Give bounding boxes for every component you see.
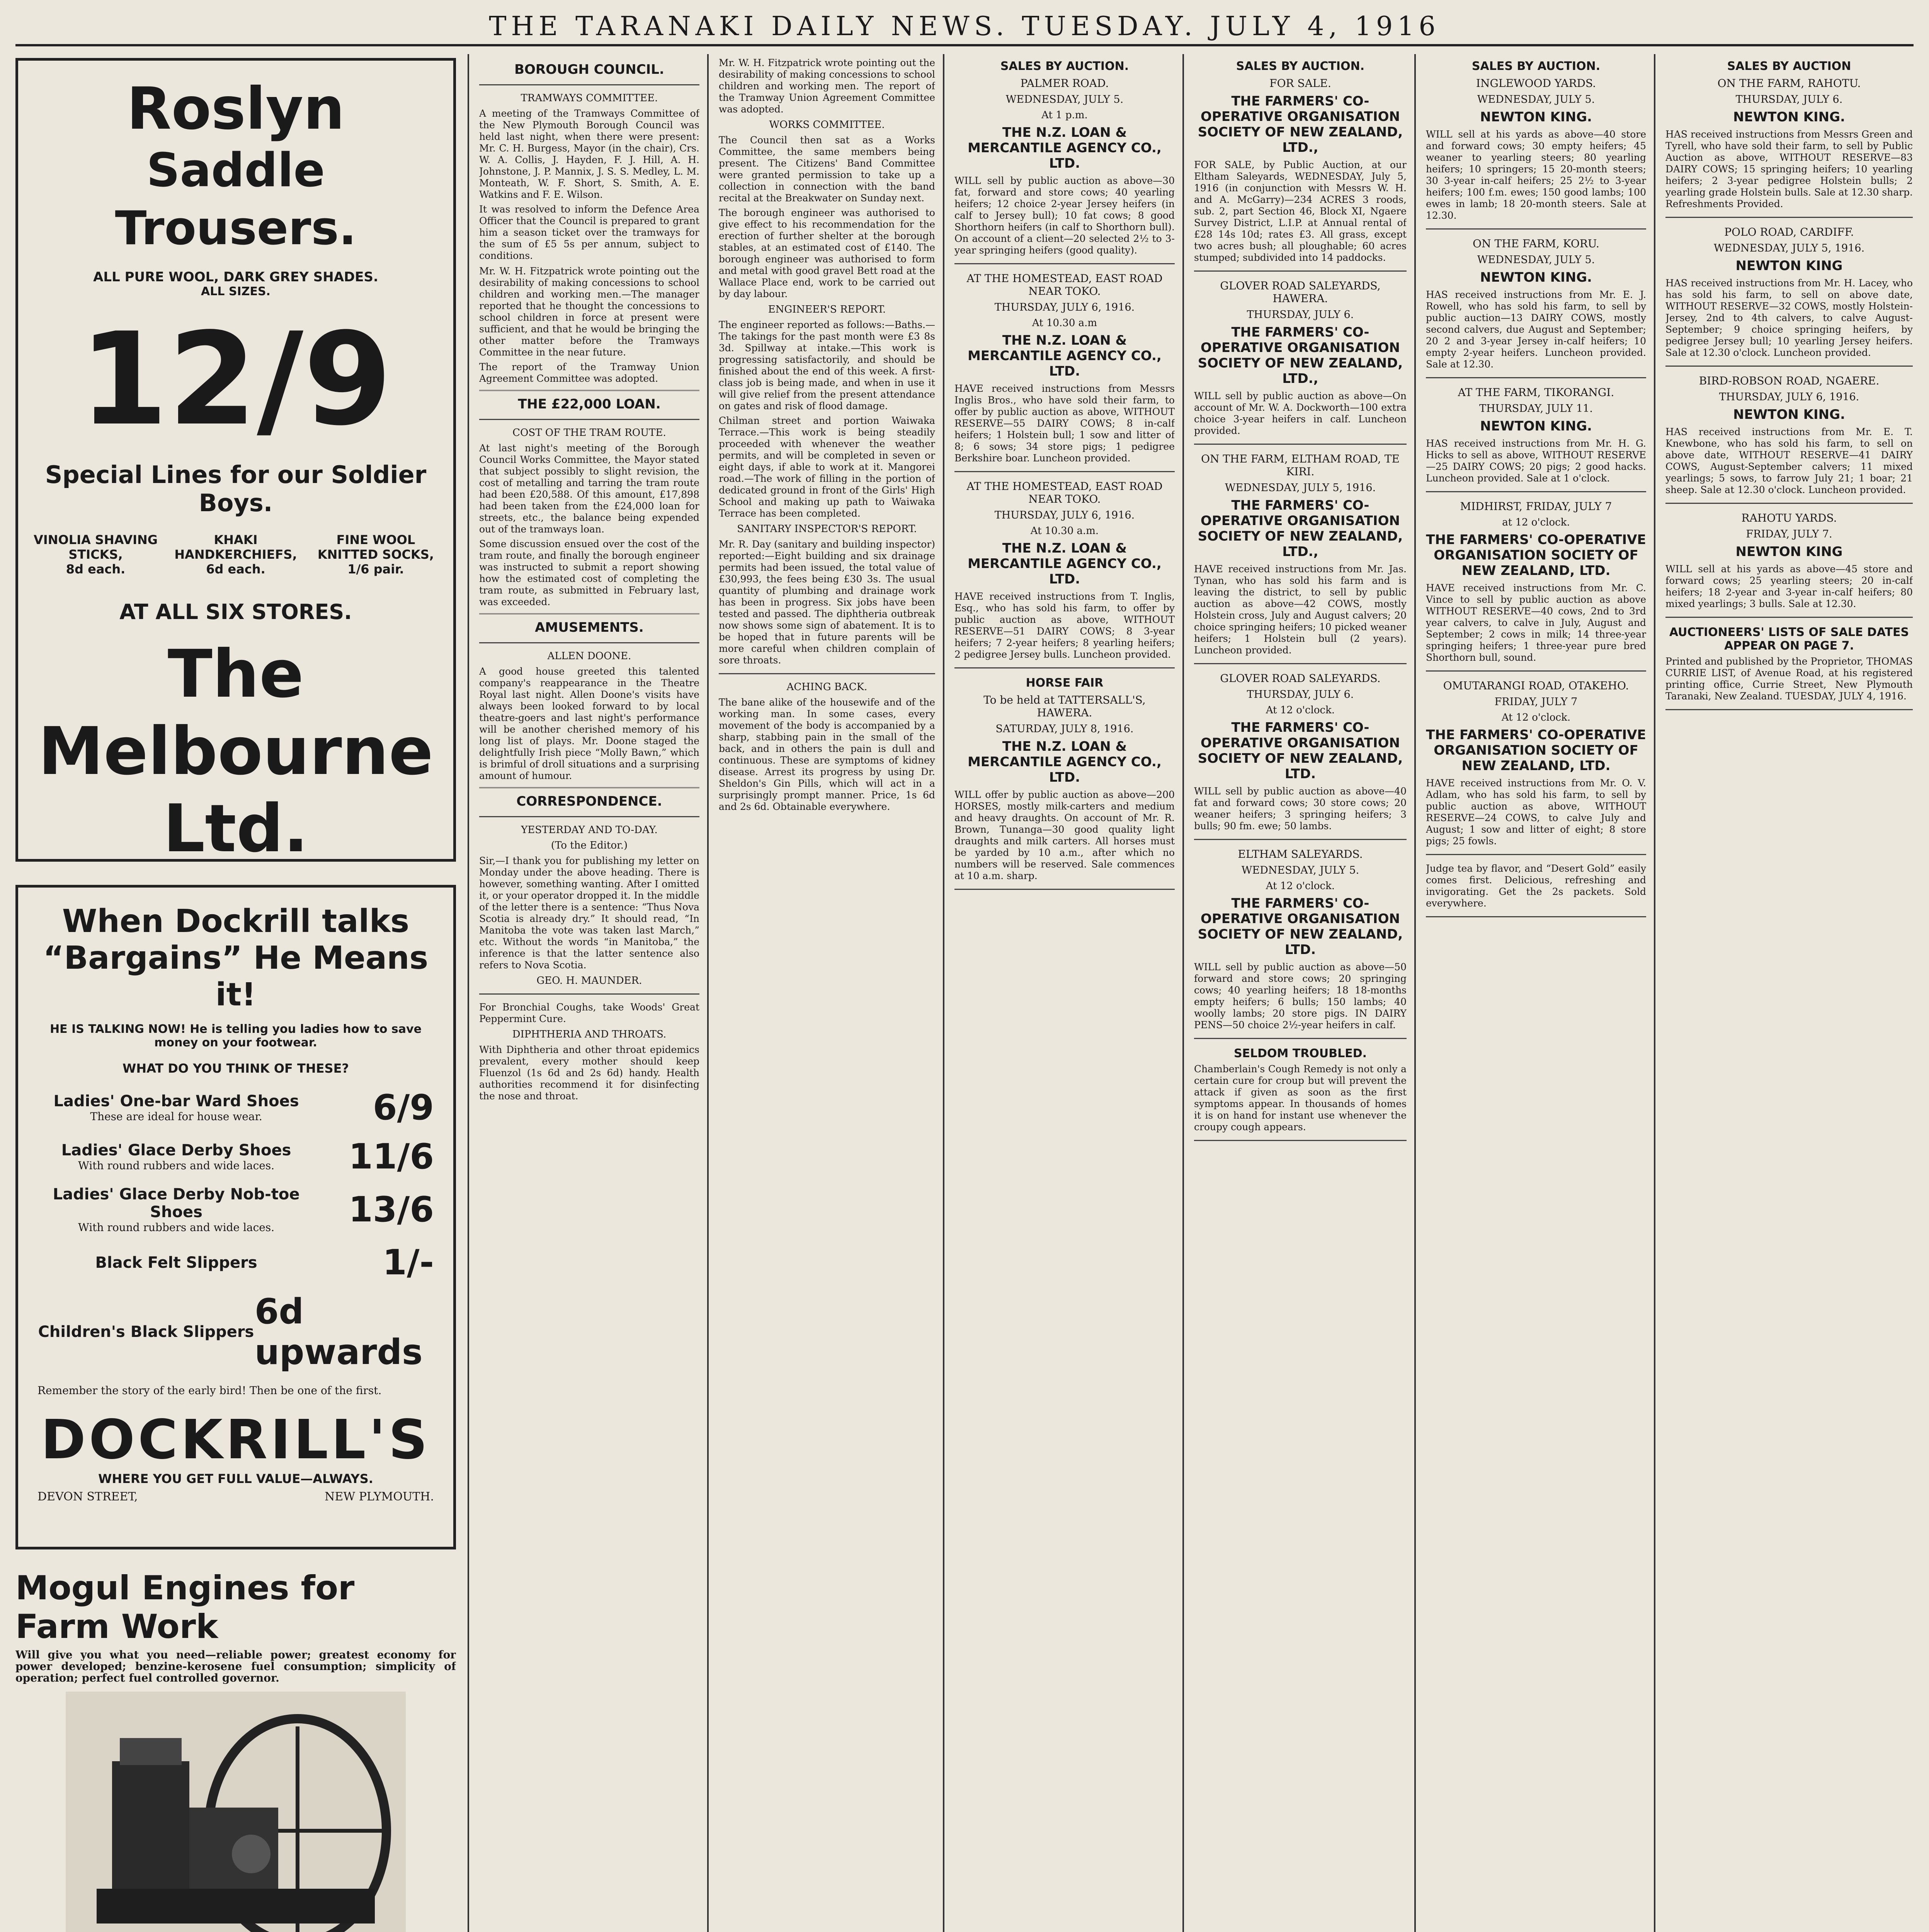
roslyn-item-price: 8d each. — [66, 562, 126, 577]
roslyn-item-price: 6d each. — [206, 562, 265, 577]
auction-notice — [1426, 863, 1646, 917]
dockrill-item-name: Children's Black Slippers — [38, 1323, 254, 1341]
auction-body: HAS received instructions from Messrs Green and Tyrell, who have sold their farm, to sell by Public Auction as above, WITHOUT RESERVE—83 DAIRY COWS; 15 springing heifers; 10 yearling heifers; 2 3-year pedigree Holstein bulls; 2 yearling grade Holstein bulls. Sale at 12.30 sharp. Refreshments Provided. — [1665, 129, 1913, 209]
auction-agent: THE FARMERS' CO-OPERATIVE ORGANISATION SOCIETY OF NEW ZEALAND, LTD. — [1426, 727, 1646, 774]
council-paragraph: Mr. W. H. Fitzpatrick wrote pointing out the desirability of making concessions to school children and working men.—The manager reported that he thought the concessions to school children in force at present were sufficient, and that he would be bringing the other matter before the Tramways Committee in the near future. — [479, 265, 699, 358]
council-paragraph: The report of the Tramway Union Agreement Committee was adopted. — [479, 361, 699, 384]
dockrill-advertisement — [15, 885, 456, 1549]
auction-notice — [1665, 226, 1913, 367]
auction-notice — [1426, 237, 1646, 378]
auction-date: THURSDAY, JULY 6. — [1247, 309, 1354, 321]
auction-agent: NEWTON KING — [1735, 544, 1843, 560]
auction-notice — [1194, 279, 1407, 445]
auction-column — [1194, 54, 1407, 1932]
auction-date: FRIDAY, JULY 7 — [1494, 696, 1578, 708]
diphtheria-heading: DIPHTHERIA AND THROATS. — [512, 1029, 667, 1040]
auction-body: WILL sell at his yards as above—45 store and forward cows; 25 yearling steers; 20 in-calf heifers; 18 2-year and 3-year in-calf heifers; 80 mixed yearlings; 3 bulls. Sale at 12.30. — [1665, 563, 1913, 609]
auction-date: WEDNESDAY, JULY 5, 1916. — [1713, 242, 1865, 254]
auction-body: WILL sell by public auction as above—30 fat, forward and store cows; 40 yearling heifers; 12 choice 2-year Jersey heifers (in calf to Jersey bull); 10 fat cows; 8 good Shorthorn heifers (in calf to Shorthorn bull). On account of a client—20 selected 2½ to 3-year springing heifers (good quality). — [954, 175, 1175, 256]
auction-body: HAVE received instructions from Mr. O. V. Adlam, who has sold his farm, to sell by public auction as above, WITHOUT RESERVE—24 COWS, to calve July and August; 1 sow and litter of eight; 8 store pigs; 25 fowls. — [1426, 777, 1646, 847]
council-paragraph: Mr. R. Day (sanitary and building inspector) reported:—Eight building and six drainage permits had been issued, the total value of £30,993, the fees being £30 3s. The usual quantity of plumbing and drainage work has been in progress. Six jobs have been tested and passed. The diphtheria outbreak now shows some sign of abatement. It is to be hoped that in future parents will be more careful when children complain of sore throats. — [719, 539, 935, 666]
council-paragraph: The Council then sat as a Works Committee, the same members being present. The Citizens' Band Committee were granted permission to take up a collection in connection with the band recital at the Breakwater on Sunday next. — [719, 134, 935, 204]
auction-body: Printed and published by the Proprietor, THOMAS CURRIE LIST, of Avenue Road, at his registered printing office, Currie Street, New Plymouth Taranaki, New Zealand. TUESDAY, JULY 4, 1916. — [1665, 656, 1913, 702]
auction-location: ON THE FARM, ELTHAM ROAD, TE KIRI. — [1201, 452, 1400, 478]
news-column — [719, 54, 935, 1932]
auction-agent: THE FARMERS' CO-OPERATIVE ORGANISATION SOCIETY OF NEW ZEALAND, LTD. — [1426, 532, 1646, 578]
roslyn-product: Saddle Trousers. — [115, 144, 357, 255]
auction-agent: THE N.Z. LOAN & MERCANTILE AGENCY CO., LTD. — [968, 125, 1162, 171]
auction-body: HAVE received instructions from T. Inglis, Esq., who has sold his farm, to offer by public auction as above, WITHOUT RESERVE—51 DAIRY COWS; 8 3-year heifers; 7 2-year heifers; 8 yearling heifers; 2 pedigree Jersey bulls. Luncheon provided. — [954, 591, 1175, 660]
roslyn-item-name: FINE WOOL KNITTED SOCKS, — [317, 532, 434, 562]
correspondence-subheading: YESTERDAY AND TO-DAY. — [521, 824, 658, 836]
auction-body: HAS received instructions from Mr. E. T. Knewbone, who has sold his farm, to sell on above date, WITHOUT RESERVE—41 DAIRY COWS, August-September calvers; 11 mixed yearlings; 5 sows, to farrow July 21; 1 boar; 21 sheep. Sale at 12.30 o'clock. Luncheon provided. — [1665, 426, 1913, 495]
auction-agent: THE N.Z. LOAN & MERCANTILE AGENCY CO., LTD. — [968, 541, 1162, 587]
auction-date: WEDNESDAY, JULY 5. — [1477, 94, 1595, 105]
roslyn-advertisement — [15, 58, 456, 862]
auction-date: WEDNESDAY, JULY 5. — [1241, 864, 1359, 876]
auction-location: OMUTARANGI ROAD, OTAKEHO. — [1443, 679, 1629, 692]
mogul-body: Will give you what you need—reliable power; greatest economy for power developed; benzine-kerosene fuel consumption; simplicity of operation; perfect fuel controlled governor. — [15, 1648, 456, 1684]
loan-paragraph: Some discussion ensued over the cost of the tram route, and finally the borough engineer was instructed to submit a report showing how the estimated cost of completing the tram route, as submitted in February last, was exceeded. — [479, 538, 699, 607]
dockrill-item-name: Black Felt Slippers — [95, 1253, 257, 1272]
auction-time: At 12 o'clock. — [1501, 712, 1571, 723]
correspondence-signature: GEO. H. MAUNDER. — [536, 975, 642, 986]
amusements-subheading: ALLEN DOONE. — [547, 650, 631, 662]
auction-location: GLOVER ROAD SALEYARDS, HAWERA. — [1220, 279, 1381, 305]
auction-notice — [1426, 679, 1646, 855]
dockrill-town: NEW PLYMOUTH. — [325, 1490, 434, 1503]
column-rule — [943, 54, 944, 1932]
loan-heading: THE £22,000 LOAN. — [518, 396, 661, 412]
dockrill-item-name: Ladies' One-bar Ward Shoes — [53, 1092, 299, 1110]
mogul-advertisement — [15, 1569, 456, 1932]
auction-heading: SALES BY AUCTION. — [1000, 60, 1129, 73]
roslyn-sizes: ALL SIZES. — [201, 285, 270, 298]
council-paragraph: Chilman street and portion Waiwaka Terrace.—This work is being steadily proceeded with whenever the weather permits, and will be completed in seven or eight days, if able to work at it. Mangorei road.—The work of filling in the portion of dedicated ground in front of the Girls' High School and making up path to Waiwaka Terrace has been completed. — [719, 415, 935, 519]
dockrill-item-price: 11/6 — [349, 1136, 434, 1177]
dockrill-item — [37, 1242, 434, 1283]
auction-location: To be held at TATTERSALL'S, HAWERA. — [983, 694, 1146, 719]
dockrill-item-name: Ladies' Glace Derby Nob-toe Shoes — [53, 1185, 300, 1221]
roslyn-stores: AT ALL SIX STORES. — [119, 600, 352, 624]
dockrill-item-price: 1/- — [383, 1242, 434, 1283]
auction-body: HAS received instructions from Mr. H. G. Hicks to sell as above, WITHOUT RESERVE—25 DAIRY COWS; 20 pigs; 2 good hacks. Luncheon provided. Sale at 1 o'clock. — [1426, 438, 1646, 484]
auction-body: HAVE received instructions from Mr. Jas. Tynan, who has sold his farm and is leaving the district, to sell by public auction as above—42 COWS, mostly Holstein cross, July and August calvers; 20 choice springing heifers; 10 picked weaner heifers; 1 Holstein bull (2 years). Luncheon provided. — [1194, 563, 1407, 656]
auction-heading: SELDOM TROUBLED. — [1233, 1047, 1367, 1060]
dockrill-item — [37, 1087, 434, 1128]
amusements-paragraph: A good house greeted this talented company's reappearance in the Theatre Royal last night. Allen Doone's visits have always been looked forward to by local theatre-goers and last night's performance will be another cherished memory of his long list of plays. Mr. Doone staged the delightfully Irish piece “Molly Bawn,” which is brimful of droll situations and a surprising amount of humour. — [479, 666, 699, 781]
dockrill-headline: “Bargains” He Means it! — [43, 940, 429, 1013]
auction-notice — [1665, 60, 1913, 218]
auction-date: THURSDAY, JULY 6, 1916. — [994, 301, 1135, 313]
correspondence-paragraph: Sir,—I thank you for publishing my letter on Monday under the above heading. There is however, something wanting. After I omitted it, or your operator dropped it. In the middle of the letter there is a sentence: “Thus Nova Scotia is already dry.” It should read, “In Manitoba the vote was taken last March,” etc. Without the words “in Manitoba,” the inference is that the latter sentence also refers to Nova Scotia. — [479, 855, 699, 971]
column-rule — [1654, 54, 1655, 1932]
auction-agent: NEWTON KING. — [1480, 270, 1592, 285]
council-paragraph: The borough engineer was authorised to give effect to his recommendation for the erection of further shelter at the borough stables, at an estimated cost of £140. The borough engineer was authorised to form and metal with good gravel Bett road at the Wallace Place end, work to be carried out by day labour. — [719, 207, 935, 299]
auction-agent: THE FARMERS' CO-OPERATIVE ORGANISATION SOCIETY OF NEW ZEALAND, LTD. — [1198, 896, 1403, 957]
auction-body: WILL sell by public auction as above—40 fat and forward cows; 30 store cows; 20 weaner heifers; 3 springing heifers; 3 bulls; 90 fm. ewe; 50 lambs. — [1194, 786, 1407, 832]
auction-notice — [1426, 500, 1646, 672]
auction-column — [1665, 54, 1913, 1932]
auction-time: at 12 o'clock. — [1502, 517, 1570, 528]
auction-location: ON THE FARM, KORU. — [1473, 237, 1599, 250]
dockrill-name: DOCKRILL'S — [41, 1408, 431, 1471]
dockrill-item-note: With round rubbers and wide laces. — [78, 1221, 275, 1234]
column-rule — [468, 54, 469, 1932]
auction-location: MIDHIRST, FRIDAY, JULY 7 — [1460, 500, 1612, 513]
council-subheading: TRAMWAYS COMMITTEE. — [521, 92, 658, 104]
auction-notice — [1194, 1047, 1407, 1141]
auction-column — [1426, 54, 1646, 1932]
auction-heading: SALES BY AUCTION. — [1236, 60, 1365, 73]
dockrill-street: DEVON STREET, — [37, 1490, 138, 1503]
auction-date: THURSDAY, JULY 11. — [1479, 403, 1593, 415]
dockrill-item — [37, 1291, 434, 1372]
auction-notice — [1194, 60, 1407, 272]
auction-agent: NEWTON KING. — [1733, 109, 1845, 125]
auction-body: Judge tea by flavor, and “Desert Gold” easily comes first. Delicious, refreshing and invigorating. Get the 2s packets. Sold everywhere. — [1426, 863, 1646, 909]
masthead-text: THE TARANAKI DAILY NEWS. TUESDAY. JULY 4, 1916 — [489, 11, 1440, 42]
auction-heading: HORSE FAIR — [1026, 676, 1104, 690]
auction-heading: AUCTIONEERS' LISTS OF SALE DATES APPEAR ON PAGE 7. — [1669, 626, 1909, 653]
dockrill-item-price: 6d upwards — [254, 1291, 423, 1372]
auction-notice — [1665, 512, 1913, 618]
auction-notice — [1194, 672, 1407, 840]
auction-body: HAS received instructions from Mr. E. J. Rowell, who has sold his farm, to sell by public auction—13 DAIRY COWS, mostly second calvers, due August and September; 20 2 and 3-year Jersey in-calf heifers; 10 empty 2-year heifers. Luncheon provided. Sale at 12.30. — [1426, 289, 1646, 370]
auction-date: THURSDAY, JULY 6. — [1735, 94, 1843, 105]
dockrill-item-price: 13/6 — [349, 1189, 434, 1230]
auction-agent: NEWTON KING. — [1480, 109, 1592, 125]
auction-agent: THE N.Z. LOAN & MERCANTILE AGENCY CO., LTD. — [968, 333, 1162, 379]
amusements-heading: AMUSEMENTS. — [535, 620, 644, 635]
correspondence-to: (To the Editor.) — [551, 840, 628, 851]
roslyn-price: 12/9 — [79, 305, 392, 454]
council-paragraph: The engineer reported as follows:—Baths.—The takings for the past month were £3 8s 3d. Spillway at intake.—This work is progressing satisfactorily, and should be finished about the end of this week. A first-class job is being made, and when in use it will give relief from the present attendance on gates and risk of flood damage. — [719, 319, 935, 412]
auction-notice — [1426, 60, 1646, 230]
dockrill-item-name: Ladies' Glace Derby Shoes — [61, 1141, 291, 1159]
auction-notice — [1426, 386, 1646, 492]
auction-agent: THE FARMERS' CO-OPERATIVE ORGANISATION SOCIETY OF NEW ZEALAND, LTD. — [1198, 720, 1403, 782]
auction-body: WILL sell at his yards as above—40 store and forward cows; 30 empty heifers; 45 weaner to yearling steers; 80 yearling heifers; 10 springers; 15 20-month steers; 30 3-year in-calf heifers; 25 2½ to 3-year heifers; 100 f.m. ewes; 150 good lambs; 100 ewes in lamb; 18 20-month steers. Sale at 12.30. — [1426, 129, 1646, 221]
auction-body: HAVE received instructions from Mr. C. Vince to sell by public auction as above WITHOUT RESERVE—40 cows, 2nd to 3rd year calvers, to calve in July, August and September; 2 cows in milk; 14 three-year springing heifers; 1 three-year pure bred Shorthorn bull, sound. — [1426, 582, 1646, 663]
auction-body: WILL sell by public auction as above—50 forward and store cows; 20 springing cows; 40 yearling heifers; 18 18-months empty heifers; 6 bulls; 150 lambs; 40 woolly lambs; 20 store pigs. IN DAIRY PENS—50 choice 2½-year heifers in calf. — [1194, 961, 1407, 1031]
dockrill-item-price: 6/9 — [373, 1087, 434, 1128]
auction-notice — [954, 272, 1175, 472]
dockrill-item-note: These are ideal for house wear. — [90, 1110, 262, 1123]
auction-body: FOR SALE, by Public Auction, at our Eltham Saleyards, WEDNESDAY, July 5, 1916 (in conjunction with Messrs W. H. and A. McGarry)—234 ACRES 3 roods, sub. 2, part Section 46, Block XI, Ngaere Survey District, L.I.P. at Annual rental of £28 14s 10d; rates £3. All grass, except two acres bush; all ploughable; 60 acres stumped; subdivided into 14 paddocks. — [1194, 159, 1407, 263]
auction-date: THURSDAY, JULY 6, 1916. — [1719, 391, 1859, 403]
roslyn-special-lines: Special Lines for our Soldier Boys. — [45, 461, 427, 517]
aching-back-body: The bane alike of the housewife and of the working man. In some cases, every movement of the body is accompanied by a sharp, stabbing pain in the small of the back, and in others the pain is dull and continuous. These are symptoms of kidney disease. Arrest its progress by using Dr. Sheldon's Gin Pills, which will act in a surprisingly prompt manner. Price, 1s 6d and 2s 6d. Obtainable everywhere. — [719, 697, 935, 812]
auction-agent: NEWTON KING — [1735, 258, 1843, 274]
column-rule — [707, 54, 709, 1932]
auction-location: AT THE HOMESTEAD, EAST ROAD NEAR TOKO. — [966, 272, 1163, 298]
woods-notice: For Bronchial Coughs, take Woods' Great Peppermint Cure. — [479, 1002, 699, 1024]
auction-body: WILL offer by public auction as above—200 HORSES, mostly milk-carters and medium and heavy draughts. On account of Mr. R. Brown, Tunanga—30 good quality light draughts and milk carters. All horses must be yarded by 10 a.m., after which no numbers will be reserved. Sale commences at 10 a.m. sharp. — [954, 789, 1175, 881]
mogul-engine-illustration — [66, 1692, 406, 1932]
auction-time: At 1 p.m. — [1041, 109, 1088, 121]
engineers-report-heading: ENGINEER'S REPORT. — [768, 304, 886, 315]
auction-agent: NEWTON KING. — [1480, 418, 1592, 434]
auction-location: AT THE FARM, TIKORANGI. — [1458, 386, 1614, 399]
roslyn-item-name: VINOLIA SHAVING STICKS, — [34, 532, 158, 562]
auction-date: SATURDAY, JULY 8, 1916. — [995, 723, 1134, 735]
auction-agent: THE FARMERS' CO-OPERATIVE ORGANISATION SOCIETY OF NEW ZEALAND, LTD., — [1198, 325, 1403, 386]
auction-agent: NEWTON KING. — [1733, 407, 1845, 422]
auction-date: WEDNESDAY, JULY 5, 1916. — [1225, 482, 1376, 494]
correspondence-heading: CORRESPONDENCE. — [516, 794, 662, 809]
roslyn-company: The Melbourne Ltd. — [38, 636, 434, 862]
auction-notice — [954, 676, 1175, 890]
column-rule — [1414, 54, 1416, 1932]
auction-body: HAS received instructions from Mr. H. Lacey, who has sold his farm, to sell on above date, WITHOUT RESERVE—32 COWS, mostly Holstein-Jersey, 2nd to 4th calvers, to calve August-September; 9 choice springing heifers, by pedigree Jersey bull; 10 yearling Jersey heifers. Sale at 12.30 o'clock. Luncheon provided. — [1665, 277, 1913, 358]
auction-heading: SALES BY AUCTION — [1727, 60, 1851, 73]
diphtheria-body: With Diphtheria and other throat epidemics prevalent, every mother should keep Fluenzol (1s 6d and 2s 6d) handy. Health authorities recommend it for disinfecting the nose and throat. — [479, 1044, 699, 1102]
auction-location: FOR SALE. — [1269, 77, 1331, 90]
auction-time: At 12 o'clock. — [1266, 704, 1335, 716]
council-paragraph: A meeting of the Tramways Committee of the New Plymouth Borough Council was held last night, when there were present: Mr. C. H. Burgess, Mayor (in the chair), Crs. W. A. Collis, J. Hayden, F. J. Hill, A. H. Johnstone, J. P. Mannix, J. S. S. Medley, L. M. Monteath, W. F. Short, S. Smith, A. E. Watkins and F. E. Wilson. — [479, 108, 699, 200]
auction-body: HAVE received instructions from Messrs Inglis Bros., who have sold their farm, to offer by public auction as above, WITHOUT RESERVE—55 DAIRY COWS; 8 in-calf heifers; 1 Holstein bull; 1 sow and litter of 8; 6 sows; 34 store pigs; 1 pedigree Berkshire boar. Luncheon provided. — [954, 383, 1175, 464]
dockrill-item — [37, 1136, 434, 1177]
auction-location: PALMER ROAD. — [1020, 77, 1109, 90]
roslyn-item-price: 1/6 pair. — [347, 562, 404, 577]
council-heading: BOROUGH COUNCIL. — [514, 62, 664, 77]
auction-body: Chamberlain's Cough Remedy is not only a certain cure for croup but will prevent the attack if given as soon as the first symptoms appear. In thousands of homes it is on hand for instant use whenever the croupy cough appears. — [1194, 1063, 1407, 1133]
dockrill-item-note: With round rubbers and wide laces. — [78, 1159, 275, 1172]
auction-date: THURSDAY, JULY 6, 1916. — [994, 509, 1135, 521]
auction-body: WILL sell by public auction as above—On account of Mr. W. A. Dockworth—100 extra choice 3-year heifers in calf. Luncheon provided. — [1194, 390, 1407, 436]
mogul-headline: Mogul Engines for Farm Work — [15, 1569, 355, 1646]
auction-notice — [1194, 848, 1407, 1039]
auction-agent: THE FARMERS' CO-OPERATIVE ORGANISATION SOCIETY OF NEW ZEALAND, LTD., — [1198, 94, 1403, 155]
roslyn-brand: Roslyn — [127, 75, 345, 143]
auction-location: AT THE HOMESTEAD, EAST ROAD NEAR TOKO. — [966, 480, 1163, 505]
news-column — [479, 54, 699, 1932]
auction-agent: THE FARMERS' CO-OPERATIVE ORGANISATION SOCIETY OF NEW ZEALAND, LTD., — [1198, 498, 1403, 560]
dockrill-items — [37, 1087, 434, 1372]
auction-location: BIRD-ROBSON ROAD, NGAERE. — [1699, 374, 1880, 387]
aching-back-heading: ACHING BACK. — [786, 681, 868, 693]
auction-date: WEDNESDAY, JULY 5. — [1005, 94, 1124, 105]
roslyn-item-name: KHAKI HANDKERCHIEFS, — [174, 532, 297, 562]
sanitary-report-heading: SANITARY INSPECTOR'S REPORT. — [737, 523, 917, 535]
council-paragraph: Mr. W. H. Fitzpatrick wrote pointing out the desirability of making concessions to school children and working men. The report of the Tramway Union Agreement Committee was adopted. — [719, 57, 935, 115]
auction-location: ELTHAM SALEYARDS. — [1238, 848, 1363, 861]
auction-heading: SALES BY AUCTION. — [1471, 60, 1601, 73]
council-paragraph: It was resolved to inform the Defence Area Officer that the Council is prepared to grant him a season ticket over the tramways for the sum of £5 5s per annum, subject to conditions. — [479, 204, 699, 261]
auction-notice — [954, 60, 1175, 264]
dockrill-item — [37, 1185, 434, 1234]
roslyn-items — [30, 532, 442, 577]
dockrill-talking: HE IS TALKING NOW! He is telling you ladies how to save money on your footwear. — [50, 1022, 422, 1049]
auction-location: POLO ROAD, CARDIFF. — [1724, 226, 1854, 238]
dockrill-remember: Remember the story of the early bird! Then be one of the first. — [37, 1384, 382, 1397]
column-rule — [1182, 54, 1184, 1932]
auction-location: RAHOTU YARDS. — [1741, 512, 1837, 524]
dockrill-headline: When Dockrill talks — [62, 903, 410, 940]
works-committee-heading: WORKS COMMITTEE. — [769, 119, 885, 131]
auction-notice — [1194, 452, 1407, 664]
auction-notice — [954, 480, 1175, 668]
roslyn-description: ALL PURE WOOL, DARK GREY SHADES. — [93, 269, 378, 285]
loan-paragraph: At last night's meeting of the Borough Council Works Committee, the Mayor stated that subject possibly to slight revision, the cost of metalling and tarring the tram route had been £20,588. Of this amount, £17,898 had been taken from the £24,000 loan for streets, etc., the balance being expended out of the tramways loan. — [479, 442, 699, 535]
auction-notice — [1665, 374, 1913, 504]
auction-location: ON THE FARM, RAHOTU. — [1717, 77, 1861, 90]
auction-date: FRIDAY, JULY 7. — [1746, 528, 1832, 540]
auction-agent: THE N.Z. LOAN & MERCANTILE AGENCY CO., LTD. — [968, 739, 1162, 785]
auction-column — [954, 54, 1175, 1932]
auction-location: GLOVER ROAD SALEYARDS. — [1220, 672, 1381, 685]
dockrill-question: WHAT DO YOU THINK OF THESE? — [122, 1061, 349, 1076]
masthead — [15, 9, 1914, 46]
auction-notice — [1665, 626, 1913, 710]
dockrill-slogan: WHERE YOU GET FULL VALUE—ALWAYS. — [98, 1471, 373, 1486]
auction-date: WEDNESDAY, JULY 5. — [1477, 254, 1595, 266]
loan-subheading: COST OF THE TRAM ROUTE. — [512, 427, 666, 439]
auction-time: At 12 o'clock. — [1266, 880, 1335, 892]
auction-date: THURSDAY, JULY 6. — [1247, 689, 1354, 701]
auction-time: At 10.30 a.m — [1032, 317, 1097, 329]
auction-location: INGLEWOOD YARDS. — [1476, 77, 1596, 90]
auction-time: At 10.30 a.m. — [1030, 525, 1099, 537]
